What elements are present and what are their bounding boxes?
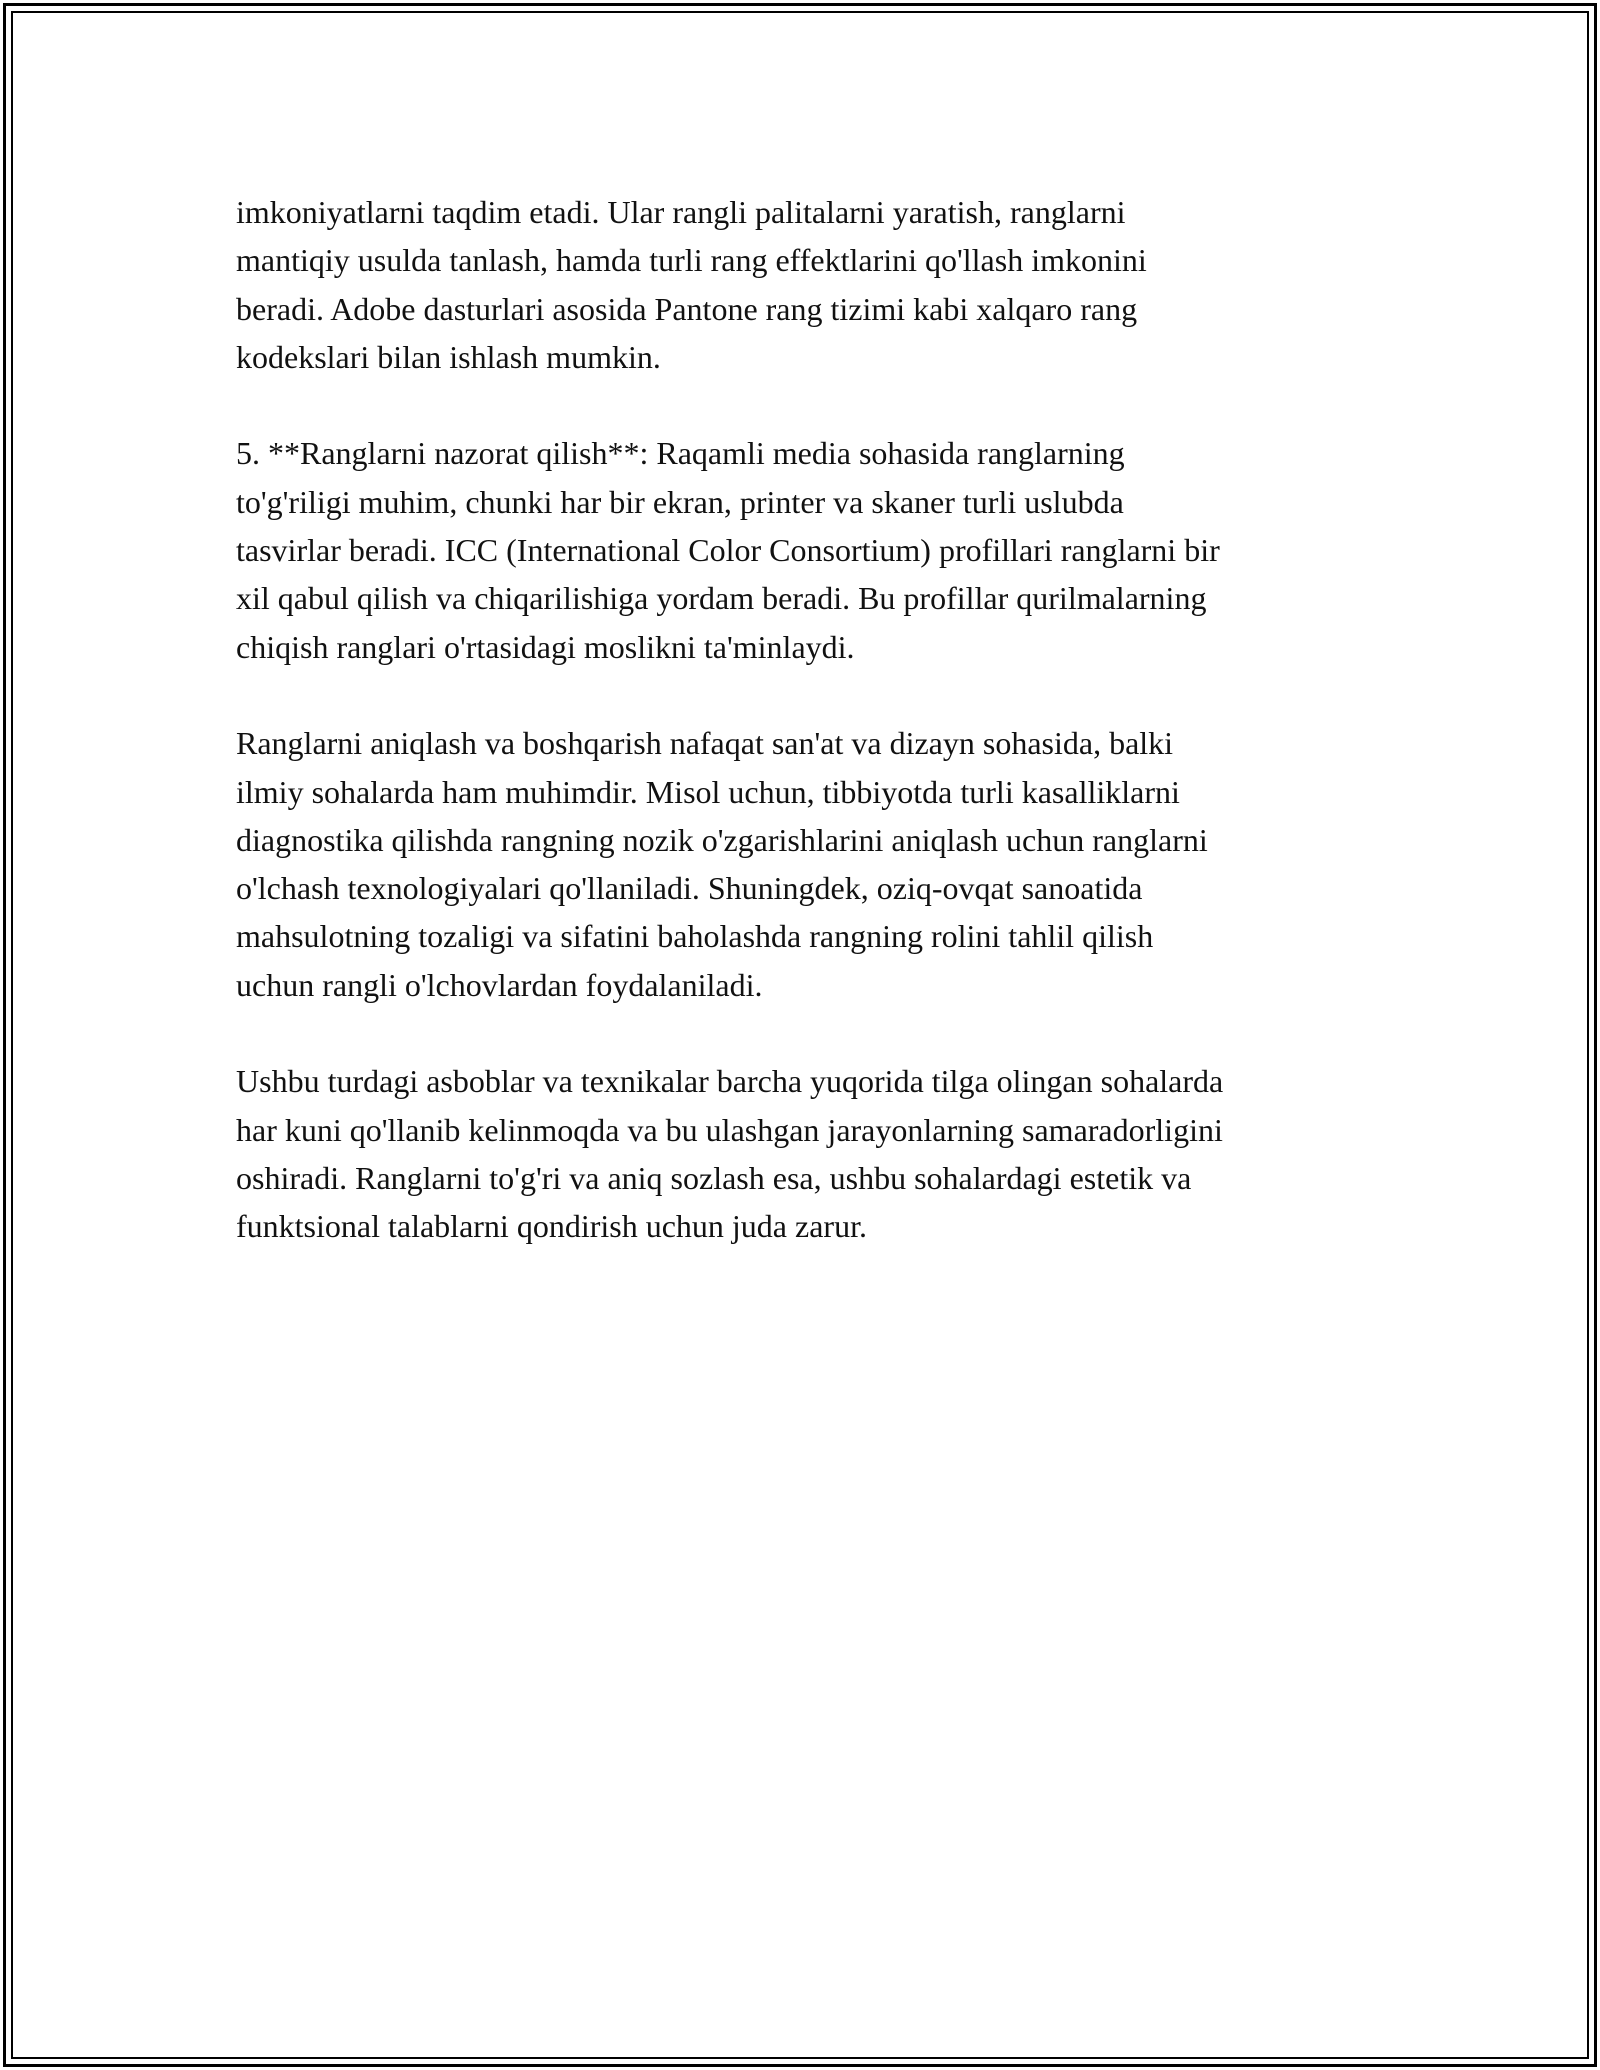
text-line: har kuni qo'llanib kelinmoqda va bu ulashgan jarayonlarning samaradorligini: [236, 1111, 1223, 1148]
text-line: tasvirlar beradi. ICC (International Color Consortium) profillari ranglarni bir: [236, 532, 1220, 569]
document-body: [236, 188, 1416, 1299]
text-line: 5. **Ranglarni nazorat qilish**: Raqamli media sohasida ranglarning: [236, 435, 1125, 472]
text-line: chiqish ranglari o'rtasidagi moslikni ta'minlaydi.: [236, 628, 855, 665]
text-line: to'g'riligi muhim, chunki har bir ekran, printer va skaner turli uslubda: [236, 483, 1124, 520]
text-line: funktsional talablarni qondirish uchun juda zarur.: [236, 1208, 867, 1245]
paragraph-3: [236, 719, 1416, 1009]
text-line: Ranglarni aniqlash va boshqarish nafaqat san'at va dizayn sohasida, balki: [236, 725, 1174, 762]
text-line: ilmiy sohalarda ham muhimdir. Misol uchun, tibbiyotda turli kasalliklarni: [236, 773, 1180, 810]
text-line: xil qabul qilish va chiqarilishiga yordam beradi. Bu profillar qurilmalarning: [236, 580, 1207, 617]
paragraph-4: [236, 1057, 1416, 1250]
text-line: beradi. Adobe dasturlari asosida Pantone rang tizimi kabi xalqaro rang: [236, 290, 1138, 327]
text-line: oshiradi. Ranglarni to'g'ri va aniq sozlash esa, ushbu sohalardagi estetik va: [236, 1159, 1192, 1196]
text-line: imkoniyatlarni taqdim etadi. Ular rangli palitalarni yaratish, ranglarni: [236, 194, 1126, 230]
text-line: mantiqiy usulda tanlash, hamda turli rang effektlarini qo'llash imkonini: [236, 242, 1147, 279]
paragraph-1: [236, 188, 1416, 381]
text-line: Ushbu turdagi asboblar va texnikalar barcha yuqorida tilga olingan sohalarda: [236, 1063, 1224, 1100]
text-line: o'lchash texnologiyalari qo'llaniladi. Shuningdek, oziq-ovqat sanoatida: [236, 870, 1143, 907]
text-line: uchun rangli o'lchovlardan foydalaniladi.: [236, 966, 763, 1003]
text-line: kodekslari bilan ishlash mumkin.: [236, 338, 661, 375]
paragraph-2: [236, 429, 1416, 670]
text-line: diagnostika qilishda rangning nozik o'zgarishlarini aniqlash uchun ranglarni: [236, 821, 1208, 858]
text-line: mahsulotning tozaligi va sifatini baholashda rangning rolini tahlil qilish: [236, 918, 1154, 955]
